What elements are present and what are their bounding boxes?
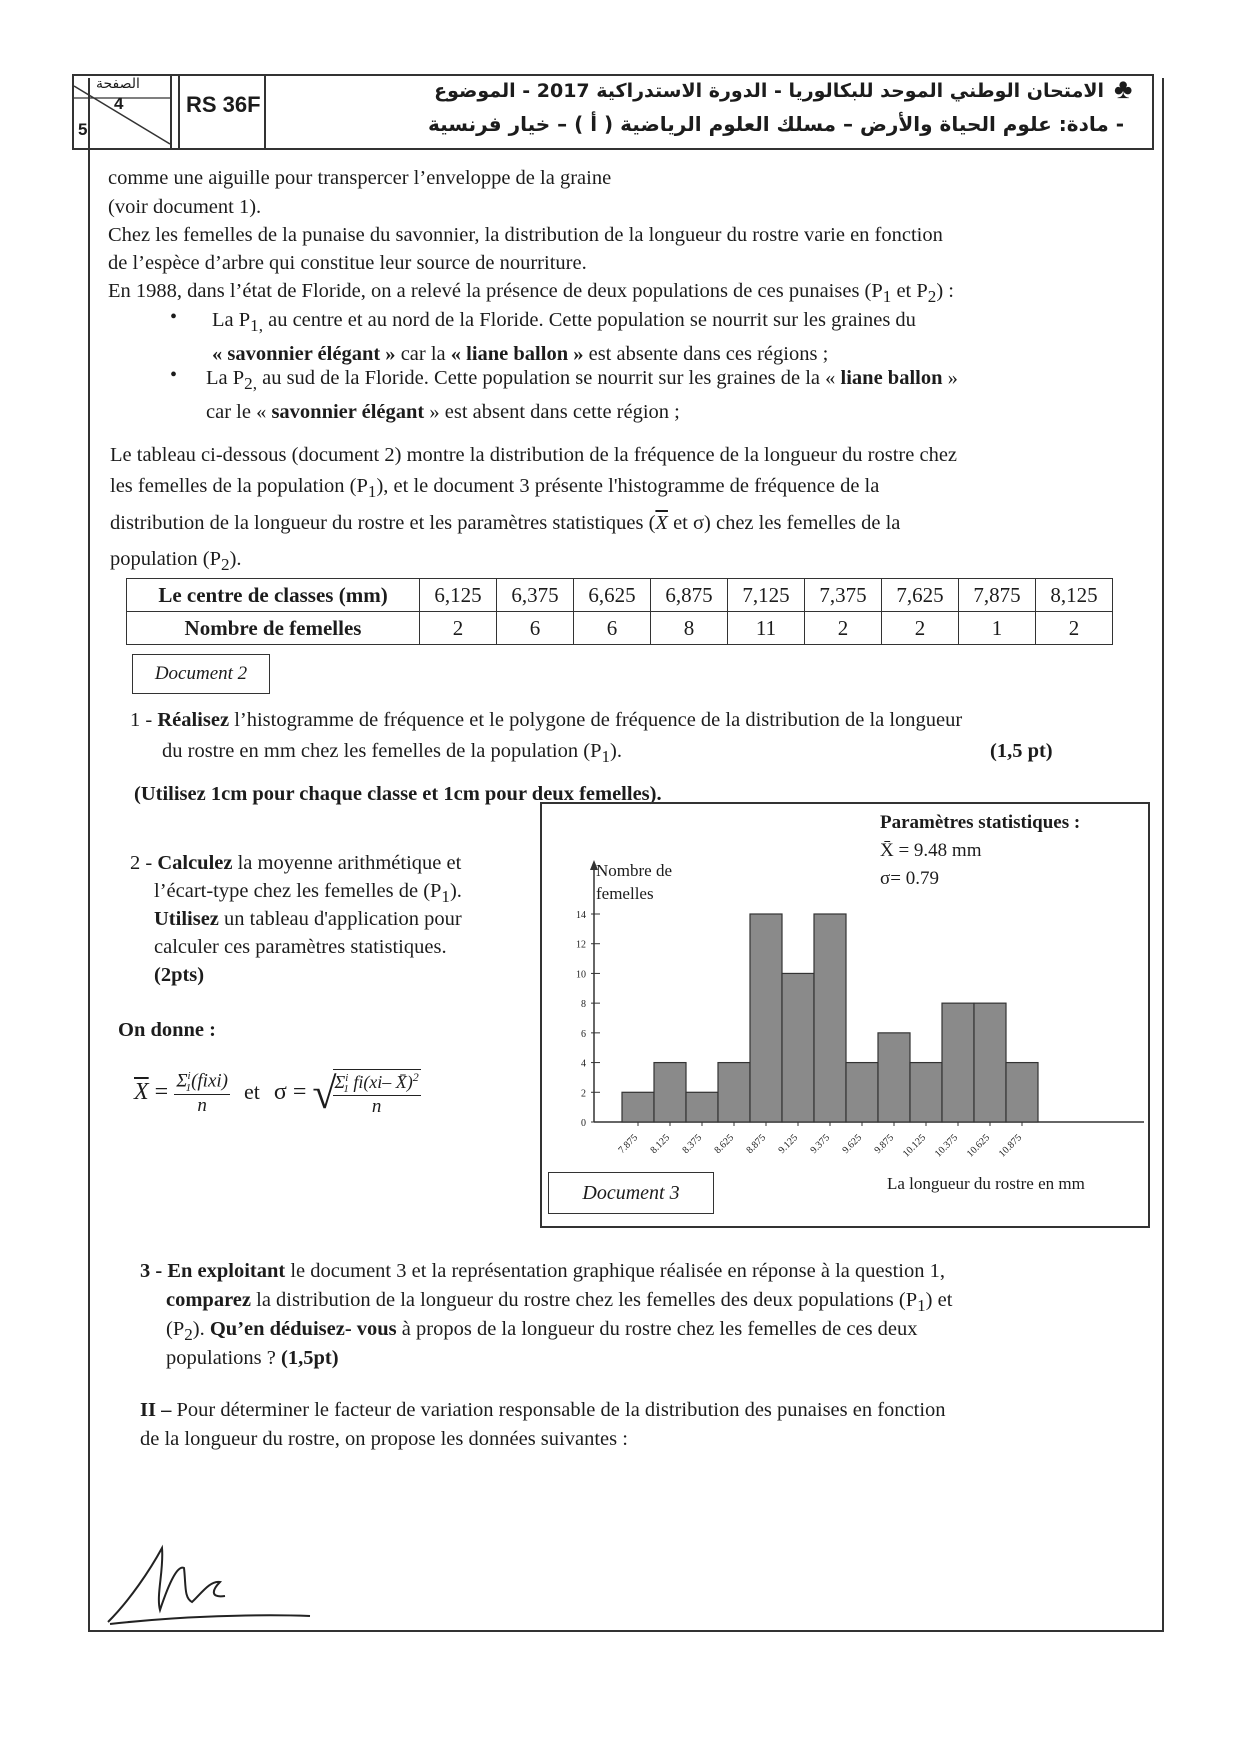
table-cell: 2 [882,612,959,645]
y-tick-label: 6 [581,1028,586,1040]
y-axis-arrow [590,860,598,870]
histogram-bar [910,1063,942,1122]
x-tick-label: 8.125 [648,1132,673,1157]
q1-note: (Utilisez 1cm pour chaque classe et 1cm pour deux femelles). [134,783,662,805]
document-2-table [126,578,1113,645]
page-label: الصفحة [96,76,140,92]
histogram-bar [686,1092,718,1122]
table-row [127,579,1113,612]
y-tick-label: 8 [581,999,586,1011]
table-cell: 6,625 [574,579,651,612]
x-tick-label: 8.875 [744,1132,769,1157]
signature-icon [100,1540,330,1630]
table-cell: 8 [651,612,728,645]
chart-title: Paramètres statistiques : [880,812,1081,833]
x-tick-label: 10.125 [900,1132,929,1160]
x-tick-label: 10.625 [964,1132,993,1160]
sqrt-icon: √ [312,1069,337,1118]
table-header-centres: Le centre de classes (mm) [127,579,420,612]
y-tick-label: 4 [581,1058,586,1070]
q2-points: (2pts) [154,964,205,986]
q3-line-3: $(P_2)$. Qu’en déduisez- vous à propos de la longueur du rostre chez les femelles de ces deux [166,1318,918,1345]
intro-line-3: Chez les femelles de la punaise du savonnier, la distribution de la longueur du rostre varie en fonction [108,224,943,246]
table-cell: 2 [1036,612,1113,645]
bullet-dot: • [170,306,178,328]
histogram-bar [622,1092,654,1122]
x-tick-label: 10.875 [996,1132,1025,1160]
q2-line-3: Utilisez un tableau d'application pour [154,908,462,930]
page-number-box [74,76,172,148]
bullet-1: La $P_{1,}$ au centre et au nord de la Floride. Cette population se nourrit sur les graines du « savonnier élégant » car la « liane ballon » est absente dans ces régions ; [212,309,916,366]
intro-line-1: comme une aiguille pour transpercer l’enveloppe de la graine [108,167,612,189]
exam-code: RS 36F [178,76,266,148]
chart-ylabel-1: Nombre de [596,861,673,880]
document-3-caption: Document 3 [548,1172,714,1214]
table-header-counts: Nombre de femelles [127,612,420,645]
y-tick-label: 12 [576,939,586,951]
table-cell: 1 [959,612,1036,645]
table-cell: 7,875 [959,579,1036,612]
table-cell: 6 [574,612,651,645]
table-cell: 2 [805,612,882,645]
y-tick-label: 10 [576,969,586,981]
table-cell: 6,375 [497,579,574,612]
x-tick-label: 9.625 [840,1132,865,1157]
page-total: 5 [78,120,88,139]
para2-line-3: distribution de la longueur du rostre et les paramètres statistiques ($\overline{X}$ et σ) chez les femelles de la [110,512,901,534]
y-tick-label: 0 [581,1118,586,1129]
q3-line-4: populations ? (1,5pt) [166,1347,339,1369]
y-tick-label: 14 [576,910,586,921]
x-tick-label: 9.875 [872,1132,897,1157]
histogram-bar [878,1033,910,1122]
intro-line-2: (voir document 1). [108,196,262,218]
y-tick-label: 2 [581,1088,586,1100]
x-tick-label: 9.375 [808,1132,833,1157]
x-tick-label: 9.125 [776,1132,801,1157]
document-3-box [540,802,1150,1228]
table-cell: 11 [728,612,805,645]
table-cell: 7,625 [882,579,959,612]
table-cell: 8,125 [1036,579,1113,612]
equals: = [154,1079,169,1106]
table-cell: 2 [420,612,497,645]
exam-header [72,74,1154,150]
formulas [134,1068,421,1119]
q1-line-2: du rostre en mm chez les femelles de la population $(P_1)$. [162,740,622,767]
x-tick-label: 8.375 [680,1132,705,1157]
para2-line-2: les femelles de la population $(P_1)$, et le document 3 présente l'histogramme de fréquence de la [110,475,880,502]
chart-xlabel: La longueur du rostre en mm [887,1174,1085,1193]
chart-stat-mean: X̄ = 9.48 mm [880,840,982,861]
bullet-dot: • [170,364,178,386]
intro-line-4: de l’espèce d’arbre qui constitue leur source de nourriture. [108,252,587,274]
table-cell: 7,375 [805,579,882,612]
table-cell: 6,875 [651,579,728,612]
part2-line-2: de la longueur du rostre, on propose les données suivantes : [140,1428,628,1450]
x-tick-label: 8.625 [712,1132,737,1157]
sigma-symbol: σ [273,1079,287,1106]
table-row [127,612,1113,645]
et-label: et [244,1079,260,1105]
q2-line-4: calculer ces paramètres statistiques. [154,936,447,958]
histogram-bar [718,1063,750,1122]
histogram-bar [750,914,782,1122]
part2-line-1: II – Pour déterminer le facteur de variation responsable de la distribution des punaises en fonction [140,1399,946,1421]
chart-ylabel-2: femelles [596,884,654,903]
para2-line-1: Le tableau ci-dessous (document 2) montre la distribution de la fréquence de la longueur du rostre chez [110,444,958,466]
histogram-bar [782,973,814,1122]
x-tick-label: 10.375 [932,1132,961,1160]
header-line-2: - مادة: علوم الحياة والأرض – مسلك العلوم الرياضية ( أ ) – خيار فرنسية [427,112,1124,136]
histogram [542,804,1148,1226]
q3-line-2: comparez la distribution de la longueur du rostre chez les femelles des deux populations $(P_1)$ et [166,1289,953,1316]
q2-line-2: l’écart-type chez les femelles de $(P_1)$. [154,880,462,907]
header-line-1: الامتحان الوطني الموحد للبكالوريا - الدورة الاستدراكية 2017 - الموضوع [434,80,1104,102]
equals: = [292,1079,307,1106]
page-number: 4 [114,94,124,113]
mean-symbol: $\overline{X}$ [134,1079,149,1106]
sd-fraction: $\frac{\Sigma^i_1 fi(xi- X̄)^2}{n}$ [334,1069,419,1118]
x-tick-label: 7.875 [616,1132,641,1157]
q3-line-1: 3 - En exploitant le document 3 et la représentation graphique réalisée en réponse à la question 1, [140,1260,945,1282]
histogram-bar [974,1003,1006,1122]
intro-line-5: En 1988, dans l’état de Floride, on a relevé la présence de deux populations de ces punaises ($P_1$ et $P_2$) : [108,280,954,307]
given-label: On donne : [118,1019,216,1041]
mean-fraction: $\frac{\Sigma^i_1(fixi)}{n}$ [176,1069,229,1117]
q1-line-1: 1 - Réalisez l’histogramme de fréquence et le polygone de fréquence de la distribution de la longueur [130,709,963,731]
histogram-bar [654,1063,686,1122]
chart-stat-sd: σ= 0.79 [880,868,939,889]
table-cell: 6,125 [420,579,497,612]
histogram-bar [1006,1063,1038,1122]
club-icon: ♣ [1114,74,1133,105]
table-cell: 6 [497,612,574,645]
document-2-caption: Document 2 [132,654,270,694]
q2-line-1: 2 - Calculez la moyenne arithmétique et [130,852,462,874]
q1-points: (1,5 pt) [990,740,1053,762]
para2-line-4: population $(P_2)$. [110,548,242,575]
histogram-bar [846,1063,878,1122]
bullet-2: La $P_{2,}$ au sud de la Floride. Cette population se nourrit sur les graines de la « liane ballon » car le « savonnier élégant » est absent dans cette région ; [206,367,958,424]
histogram-bar [814,914,846,1122]
histogram-bar [942,1003,974,1122]
table-cell: 7,125 [728,579,805,612]
